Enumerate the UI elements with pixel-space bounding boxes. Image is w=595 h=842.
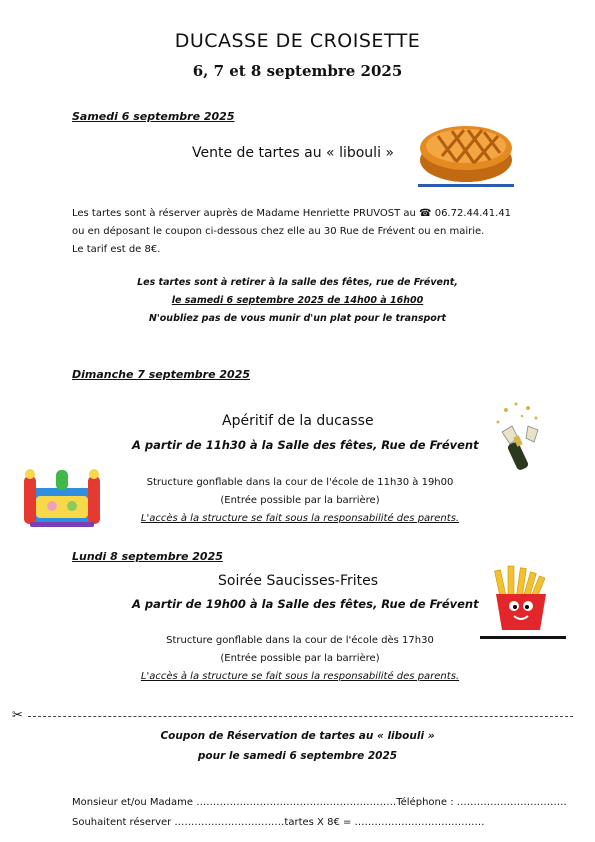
coupon-field-name-phone[interactable]: Monsieur et/ou Madame ……………………………………………………Téléphone : …………………………… [72, 797, 567, 808]
sunday-line-3: L'accès à la structure se fait sous la responsabilité des parents. [140, 513, 460, 524]
sunday-line-1: Structure gonflable dans la cour de l'école de 11h30 à 19h00 [146, 477, 454, 488]
day-label-sunday: Dimanche 7 septembre 2025 [72, 368, 251, 381]
event-title-pie-sale: Vente de tartes au « libouli » [192, 145, 394, 161]
coupon-title-line-1: Coupon de Réservation de tartes au « libouli » [160, 730, 435, 742]
day-label-monday: Lundi 8 septembre 2025 [72, 550, 223, 563]
pickup-line-3: N'oubliez pas de vous munir d'un plat pour le transport [148, 313, 447, 324]
pie-info-line-3: Le tarif est de 8€. [72, 244, 161, 255]
coupon-title-line-2: pour le samedi 6 septembre 2025 [197, 750, 398, 762]
fries-image [480, 564, 566, 644]
pie-info-line-2: ou en déposant le coupon ci-dessous chez elle au 30 Rue de Frévent ou en mairie. [72, 226, 485, 237]
day-label-saturday: Samedi 6 septembre 2025 [72, 110, 235, 123]
event-title-saucisses-frites: Soirée Saucisses-Frites [218, 573, 379, 589]
coupon-cut-line [28, 716, 573, 717]
bouncy-castle-image [22, 466, 102, 530]
champagne-image [488, 398, 550, 472]
event-time-aperitif: A partir de 11h30 à la Salle des fêtes, Rue de Frévent [132, 438, 479, 452]
sunday-line-2: (Entrée possible par la barrière) [220, 495, 380, 506]
monday-line-2: (Entrée possible par la barrière) [220, 653, 380, 664]
pickup-line-1: Les tartes sont à retirer à la salle des fêtes, rue de Frévent, [137, 277, 458, 288]
monday-line-1: Structure gonflable dans la cour de l'école dès 17h30 [166, 635, 434, 646]
scissors-icon: ✂ [12, 708, 23, 723]
page-dates: 6, 7 et 8 septembre 2025 [192, 62, 403, 80]
pickup-line-2: le samedi 6 septembre 2025 de 14h00 à 16h00 [171, 295, 424, 306]
event-title-aperitif: Apéritif de la ducasse [222, 413, 374, 429]
pie-image [416, 116, 516, 192]
page-title: DUCASSE DE CROISETTE [174, 30, 421, 52]
pie-info-line-1: Les tartes sont à réserver auprès de Madame Henriette PRUVOST au ☎ 06.72.44.41.41 [72, 208, 512, 219]
coupon-field-quantity[interactable]: Souhaitent réserver ……………………………tartes X 8€ = ………………………………… [72, 817, 485, 828]
monday-line-3: L'accès à la structure se fait sous la responsabilité des parents. [140, 671, 460, 682]
event-time-saucisses-frites: A partir de 19h00 à la Salle des fêtes, Rue de Frévent [132, 597, 479, 611]
